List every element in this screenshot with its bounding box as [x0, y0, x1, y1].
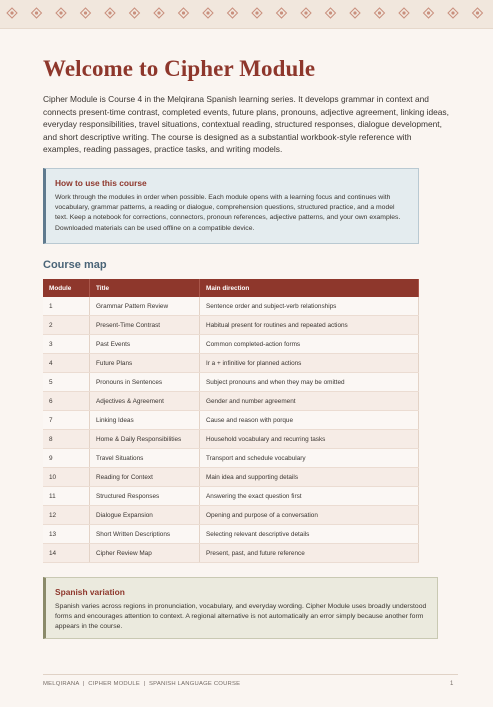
cell-module-number: 10 [43, 468, 90, 487]
table-row [43, 449, 419, 468]
cell-main-direction: Sentence order and subject-verb relationships [200, 297, 419, 316]
table-header-row [43, 279, 419, 297]
table-row [43, 468, 419, 487]
cell-main-direction: Gender and number agreement [200, 392, 419, 411]
table-row [43, 392, 419, 411]
cell-module-number: 14 [43, 544, 90, 563]
ornament-dot-icon [133, 11, 136, 14]
ornament-dot-icon [280, 11, 283, 14]
cell-module-title: Travel Situations [90, 449, 200, 468]
cell-main-direction: Opening and purpose of a conversation [200, 506, 419, 525]
table-row [43, 487, 419, 506]
table-row [43, 354, 419, 373]
cell-main-direction: Cause and reason with porque [200, 411, 419, 430]
cell-module-title: Adjectives & Agreement [90, 392, 200, 411]
table-row [43, 544, 419, 563]
ornament-dot-icon [304, 11, 307, 14]
ornament-dot-icon [476, 11, 479, 14]
cell-module-title: Reading for Context [90, 468, 200, 487]
cell-module-number: 1 [43, 297, 90, 316]
table-row [43, 316, 419, 335]
ornament-dot-icon [206, 11, 209, 14]
cell-module-number: 3 [43, 335, 90, 354]
variation-body: Spanish varies across regions in pronunciation, vocabulary, and everyday wording. Cipher Module uses broadly understood forms and encourages attention to context. A regional alternative is not automatically an error simply because another form appears in the course. [55, 603, 427, 631]
cell-module-number: 13 [43, 525, 90, 544]
table-row [43, 525, 419, 544]
cell-main-direction: Ir a + infinitive for planned actions [200, 354, 419, 373]
cell-module-title: Linking Ideas [90, 411, 200, 430]
cell-module-title: Present-Time Contrast [90, 316, 200, 335]
cell-module-number: 2 [43, 316, 90, 335]
course-map-heading: Course map [43, 259, 107, 271]
cell-module-number: 6 [43, 392, 90, 411]
ornament-dot-icon [451, 11, 454, 14]
ornament-dot-icon [59, 11, 62, 14]
ornament-dot-icon [231, 11, 234, 14]
cell-module-title: Structured Responses [90, 487, 200, 506]
how-to-body: Work through the modules in order when possible. Each module opens with a learning focus and continues with vocabulary, grammar patterns, a reading or dialogue, comprehension questions, structured practice, and a model text. Keep a notebook for corrections, connectors, pronoun references, adjective patterns, and your own examples. Downloaded materials can be used offline on a compatible device. [55, 194, 401, 232]
cell-module-title: Past Events [90, 335, 200, 354]
cell-module-number: 9 [43, 449, 90, 468]
cell-main-direction: Main idea and supporting details [200, 468, 419, 487]
table-row [43, 411, 419, 430]
ornament-dot-icon [353, 11, 356, 14]
cell-module-title: Pronouns in Sentences [90, 373, 200, 392]
cell-module-number: 12 [43, 506, 90, 525]
cell-main-direction: Selecting relevant descriptive details [200, 525, 419, 544]
ornament-dot-icon [157, 11, 160, 14]
cell-main-direction: Transport and schedule vocabulary [200, 449, 419, 468]
table-row [43, 297, 419, 316]
cell-main-direction: Present, past, and future reference [200, 544, 419, 563]
cell-main-direction: Answering the exact question first [200, 487, 419, 506]
ornament-dot-icon [427, 11, 430, 14]
cell-main-direction: Habitual present for routines and repeated actions [200, 316, 419, 335]
how-to-callout [43, 168, 419, 244]
footer-divider [43, 674, 458, 675]
how-to-heading: How to use this course [55, 178, 147, 188]
cell-main-direction: Subject pronouns and when they may be omitted [200, 373, 419, 392]
cell-module-number: 8 [43, 430, 90, 449]
cell-module-title: Future Plans [90, 354, 200, 373]
header-ornament-band [0, 0, 493, 29]
ornament-dot-icon [182, 11, 185, 14]
table-row [43, 430, 419, 449]
ornament-dot-icon [329, 11, 332, 14]
table-row [43, 373, 419, 392]
ornament-dot-icon [84, 11, 87, 14]
footer-text: MELQIRANA | CIPHER MODULE | SPANISH LANGUAGE COURSE [43, 681, 241, 687]
table-row [43, 335, 419, 354]
ornament-dot-icon [402, 11, 405, 14]
variation-heading: Spanish variation [55, 587, 125, 597]
ornament-dot-icon [378, 11, 381, 14]
ornament-dot-icon [108, 11, 111, 14]
ornament-dot-icon [255, 11, 258, 14]
cell-module-title: Dialogue Expansion [90, 506, 200, 525]
spanish-variation-callout [43, 577, 438, 639]
column-header-title: Title [90, 279, 200, 297]
course-map-table [43, 279, 419, 563]
page-title: Welcome to Cipher Module [43, 56, 316, 81]
page-number: 1 [450, 681, 454, 687]
cell-module-title: Cipher Review Map [90, 544, 200, 563]
intro-paragraph: Cipher Module is Course 4 in the Melqirana Spanish learning series. It develops grammar in context and connects present-time contrast, completed events, future plans, pronouns, adjective agreement, linking ideas, everyday responsibilities, travel situations, contextual reading, structured responses, dialogue development, and short descriptive writing. The course is designed as a substantial workbook-style reference with examples, reading passages, practice tasks, and writing models. [43, 94, 449, 155]
ornament-dot-icon [10, 11, 13, 14]
cell-module-number: 11 [43, 487, 90, 506]
ornament-dot-icon [35, 11, 38, 14]
column-header-direction: Main direction [200, 279, 419, 297]
diamond-ornament-icon [0, 0, 493, 28]
cell-module-title: Short Written Descriptions [90, 525, 200, 544]
cell-main-direction: Household vocabulary and recurring tasks [200, 430, 419, 449]
cell-main-direction: Common completed-action forms [200, 335, 419, 354]
cell-module-number: 7 [43, 411, 90, 430]
column-header-module: Module [43, 279, 90, 297]
cell-module-number: 5 [43, 373, 90, 392]
table-row [43, 506, 419, 525]
cell-module-title: Home & Daily Responsibilities [90, 430, 200, 449]
cell-module-title: Grammar Pattern Review [90, 297, 200, 316]
cell-module-number: 4 [43, 354, 90, 373]
